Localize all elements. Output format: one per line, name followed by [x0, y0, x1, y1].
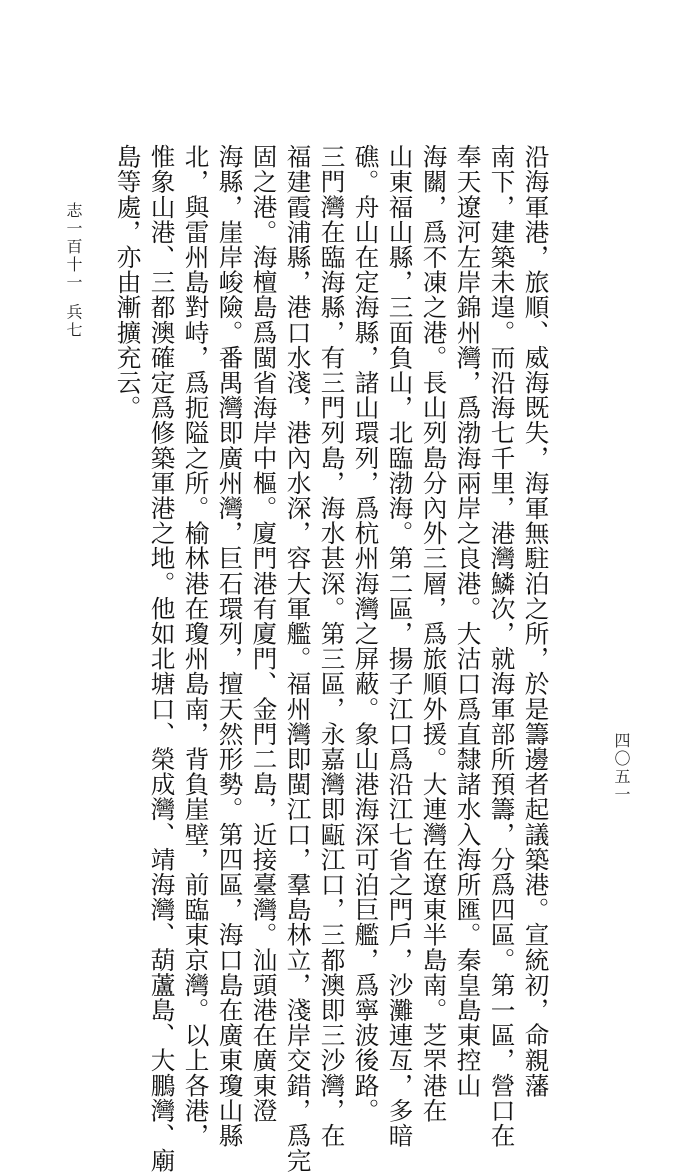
header-section: 志一百十一	[64, 202, 83, 292]
text-column-5: 山東福山縣，三面負山，北臨渤海。第二區，揚子江口爲沿江七省之門戶，沙灘連亙，多暗	[385, 144, 415, 1148]
running-header	[62, 202, 85, 339]
text-column-6: 礁。舟山在定海縣，諸山環列，爲杭州海灣之屏蔽。象山港海深可泊巨艦，爲寧波後路。	[351, 144, 381, 1123]
text-column-4: 海關，爲不凍之港。長山列島分內外三層，爲旅順外援。大連灣在遼東半島南。芝罘港在	[419, 144, 449, 1123]
text-column-10: 海縣，崖岸峻險。番禺灣即廣州灣，巨石環列，擅天然形勢。第四區，海口島在廣東瓊山縣	[215, 144, 245, 1148]
header-volume: 兵七	[64, 303, 83, 340]
text-column-11: 北，與雷州島對峙，爲扼隘之所。榆林港在瓊州島南，背負崖壁，前臨東京灣。以上各港，	[181, 144, 211, 1148]
text-column-7: 三門灣在臨海縣，有三門列島，海水甚深。第三區，永嘉灣即甌江口，三都澳即三沙灣，在	[317, 144, 347, 1148]
page-number: 四〇五一	[612, 732, 631, 804]
text-column-12: 惟象山港、三都澳確定爲修築軍港之地。他如北塘口、榮成灣、靖海灣、葫蘆島、大鵬灣、廟	[147, 144, 177, 1173]
text-column-1: 沿海軍港，旅順、威海既失，海軍無駐泊之所，於是籌邊者起議築港。宣統初，命親藩	[521, 144, 551, 1098]
text-column-8: 福建霞浦縣，港口水淺，港內水深，容大軍艦。福州灣即閩江口，羣島林立，淺岸交錯，爲完	[283, 144, 313, 1173]
text-column-13: 島等處，亦由漸擴充云。	[113, 144, 143, 421]
text-column-2: 南下，建築未遑。而沿海七千里，港灣鱗次，就海軍部所預籌，分爲四區。第一區，營口在	[487, 144, 517, 1148]
text-column-3: 奉天遼河左岸錦州灣，爲渤海兩岸之良港。大沽口爲直隸諸水入海所匯。秦皇島東控山	[453, 144, 483, 1098]
text-column-9: 固之港。海檀島爲閩省海岸中樞。廈門港有廈門、金門二島，近接臺灣。汕頭港在廣東澄	[249, 144, 279, 1123]
